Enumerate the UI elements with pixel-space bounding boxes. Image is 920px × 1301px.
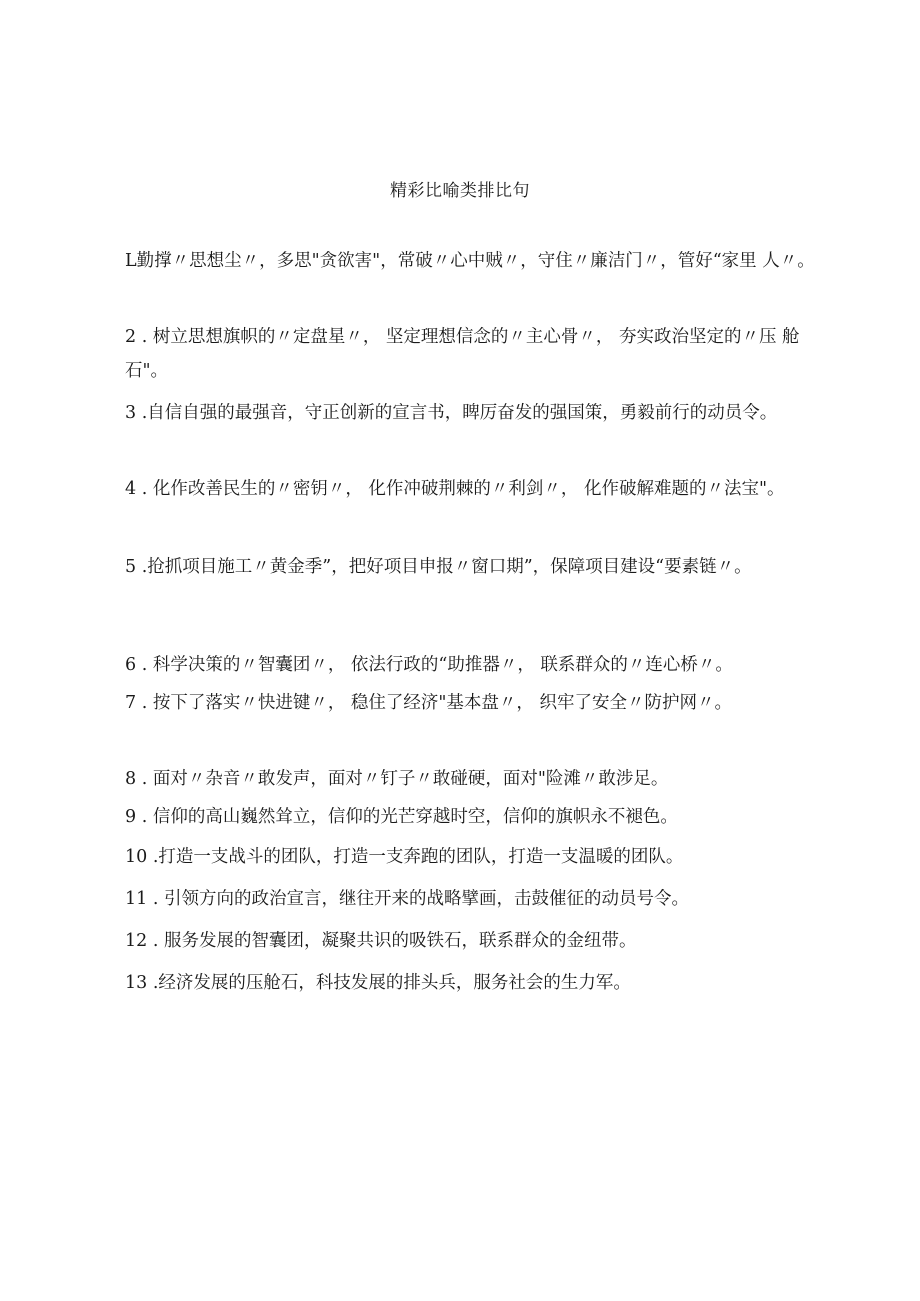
list-item-8: 8 . 面对〃杂音〃敢发声，面对〃钉子〃敢碰硬，面对"险滩〃敢涉足。 [125, 769, 669, 789]
list-item-3: 3 .自信自强的最强音，守正创新的宣言书，睥厉奋发的强国策，勇毅前行的动员令。 [125, 403, 778, 423]
list-item-4: 4 . 化作改善民生的〃密钥〃， 化作冲破荆棘的〃利剑〃， 化作破解难题的〃法宝"。 [125, 479, 785, 499]
list-item-10: 10 .打造一支战斗的团队，打造一支奔跑的团队，打造一支温暖的团队。 [125, 847, 684, 867]
list-item-11: 11 . 引领方向的政治宣言，继往开来的战略擘画，击鼓催征的动员号令。 [125, 889, 689, 909]
list-item-5: 5 .抢抓项目施工〃黄金季”，把好项目申报〃窗口期”，保障项目建设“要素链〃。 [125, 557, 752, 577]
list-item-12: 12 . 服务发展的智囊团，凝聚共识的吸铁石，联系群众的金纽带。 [125, 931, 637, 951]
list-item-2: 2 . 树立思想旗帜的〃定盘星〃， 坚定理想信念的〃主心骨〃， 夯实政治坚定的〃压 舱石"。 [125, 327, 800, 381]
list-item-9: 9 . 信仰的高山巍然耸立，信仰的光芒穿越时空，信仰的旗帜永不褪色。 [125, 807, 678, 827]
list-item-6: 6 . 科学决策的〃智囊团〃， 依法行政的“助推器〃， 联系群众的〃连心桥〃。 [125, 655, 733, 675]
list-item-1: L勤撑〃思想尘〃，多思"贪欲害"，常破〃心中贼〃，守住〃廉洁门〃，管好“家里 人〃。 [125, 251, 815, 271]
page-title: 精彩比喻类排比句 [390, 181, 530, 201]
list-item-7: 7 . 按下了落实〃快进键〃， 稳住了经济"基本盘〃， 织牢了安全〃防护网〃。 [125, 693, 732, 713]
list-item-13: 13 .经济发展的压舱石，科技发展的排头兵，服务社会的生力军。 [125, 973, 631, 993]
